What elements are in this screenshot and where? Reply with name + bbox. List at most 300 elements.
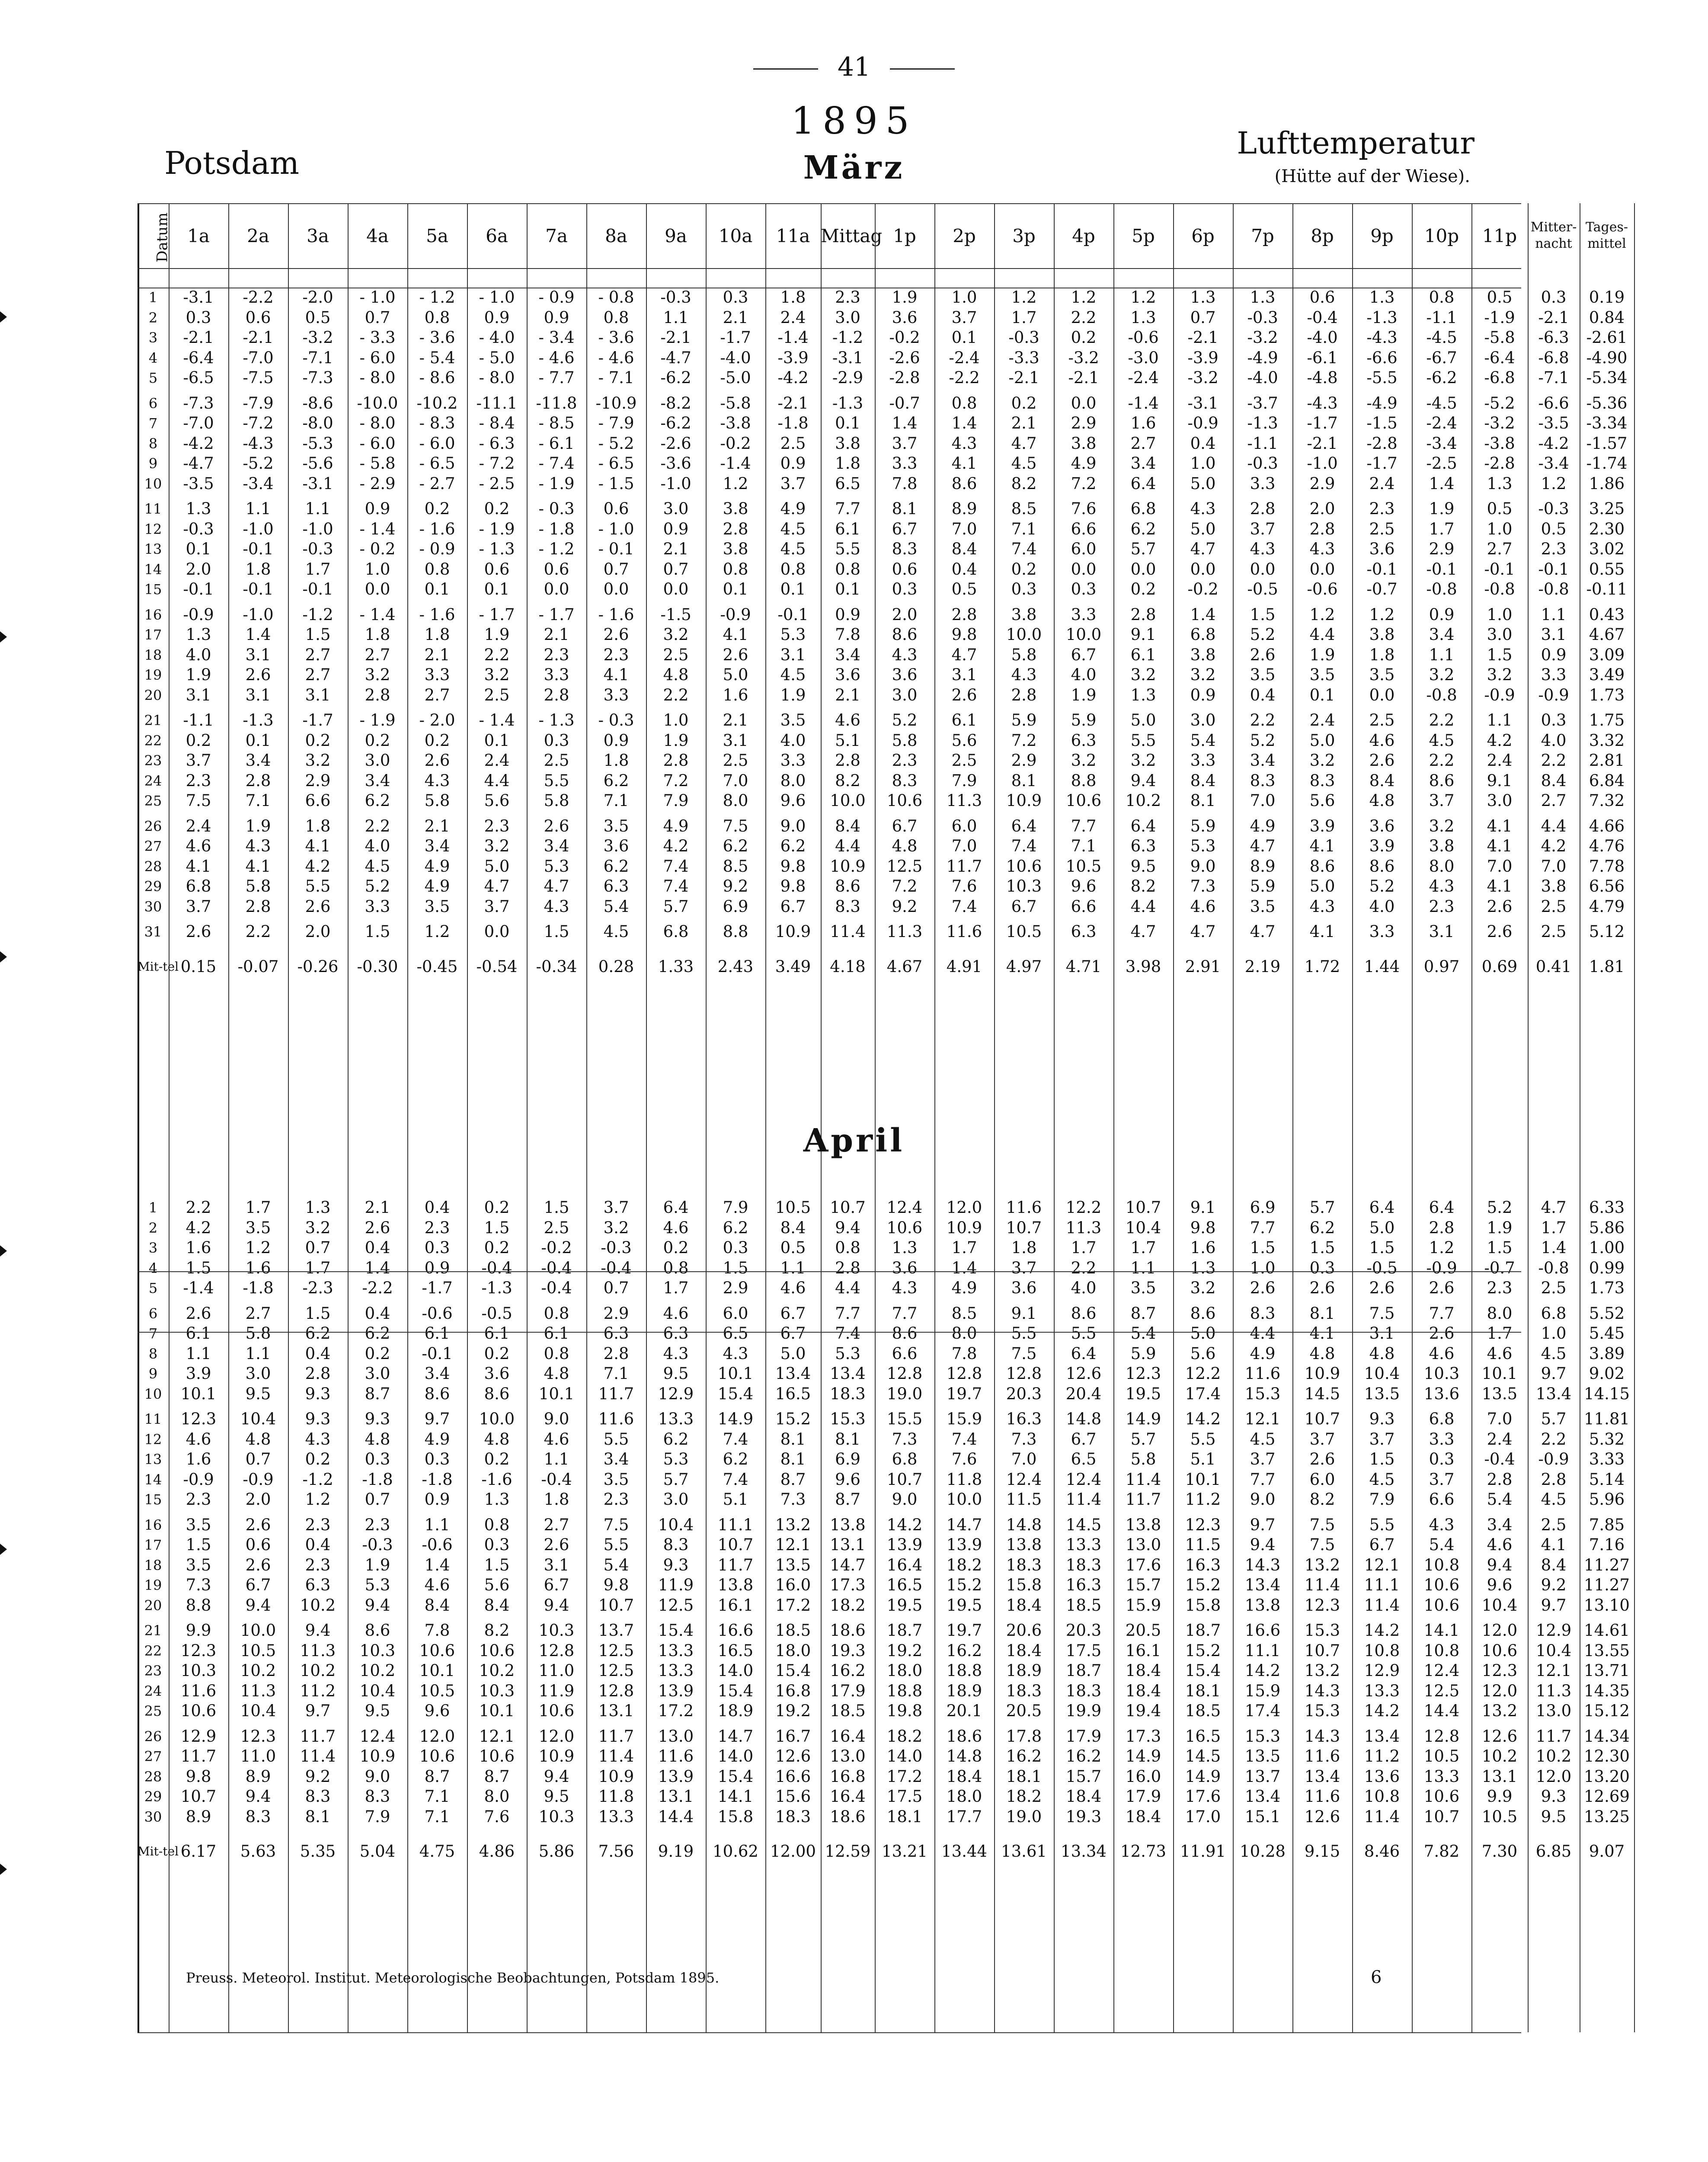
temperature-cell: -3.3 <box>1008 348 1040 367</box>
temperature-cell: 15.4 <box>717 1681 754 1700</box>
temperature-cell: 0.0 <box>663 580 689 598</box>
temperature-cell: 7.9 <box>951 771 977 790</box>
temperature-cell: 11.1 <box>1364 1576 1400 1594</box>
temperature-cell: 17.2 <box>775 1596 811 1615</box>
temperature-cell: -0.4 <box>601 1258 632 1277</box>
temperature-cell: 3.1 <box>544 1555 569 1574</box>
temperature-cell: 4.6 <box>663 1304 689 1323</box>
row-spacer <box>138 1510 1634 1515</box>
table-row <box>138 413 1634 434</box>
temperature-cell: 11.1 <box>717 1515 754 1534</box>
temperature-cell: 14.7 <box>946 1515 982 1534</box>
temperature-cell: 3.7 <box>892 434 918 453</box>
temperature-cell: 14.7 <box>830 1555 866 1574</box>
temperature-cell: 1.9 <box>663 731 689 750</box>
temperature-cell: 10.3 <box>180 1661 217 1680</box>
temperature-cell: 4.7 <box>1250 837 1276 855</box>
temperature-cell: 16.8 <box>775 1681 811 1700</box>
grid-line <box>1292 203 1293 2032</box>
temperature-cell: 18.3 <box>1065 1555 1102 1574</box>
temperature-cell: -1.8 <box>777 414 809 432</box>
temperature-cell: 7.1 <box>424 1787 450 1806</box>
temperature-cell: 14.3 <box>1304 1727 1340 1746</box>
temperature-cell: 8.0 <box>723 791 748 810</box>
temperature-cell: 0.2 <box>1130 580 1156 598</box>
temperature-cell: 10.0 <box>830 791 866 810</box>
temperature-cell: 2.6 <box>1309 1450 1335 1468</box>
temperature-cell: 2.2 <box>1250 711 1276 729</box>
temperature-cell: 2.9 <box>1309 474 1335 493</box>
table-row <box>138 1596 1634 1616</box>
temperature-cell: 6.2 <box>780 837 806 855</box>
temperature-cell: 8.4 <box>780 1218 806 1237</box>
temperature-cell: -3.9 <box>1187 348 1219 367</box>
temperature-cell: 12.9 <box>1535 1621 1572 1640</box>
temperature-cell: 3.7 <box>951 308 977 327</box>
temperature-cell: 1.7 <box>305 1258 331 1277</box>
temperature-cell: - 1.6 <box>419 519 455 538</box>
temperature-cell: 1.3 <box>1190 288 1216 307</box>
temperature-cell: 4.7 <box>1541 1198 1567 1217</box>
temperature-cell: 11.9 <box>658 1576 694 1594</box>
temperature-cell: 4.6 <box>780 1279 806 1297</box>
temperature-cell: 17.9 <box>830 1681 866 1700</box>
temperature-cell: 5.3 <box>544 857 569 876</box>
temperature-cell: 13.1 <box>598 1701 634 1720</box>
temperature-cell: 20.4 <box>1065 1384 1102 1403</box>
temperature-cell: 5.5 <box>1190 1430 1216 1449</box>
publication-footer: Preuss. Meteorol. Institut. Meteorologische Beobachtungen, Potsdam 1895. <box>186 1970 720 1986</box>
mean-cell: 4.67 <box>886 957 923 976</box>
mean-cell: 6.85 <box>1535 1842 1572 1861</box>
header-hour: 1a <box>187 225 210 246</box>
table-row <box>138 1449 1634 1470</box>
temperature-cell: 3.4 <box>1130 454 1156 473</box>
temperature-cell: 2.6 <box>1429 1324 1455 1343</box>
temperature-cell: 3.8 <box>1011 605 1037 624</box>
temperature-cell: 9.1 <box>1130 625 1156 644</box>
temperature-cell: 12.0 <box>1481 1621 1518 1640</box>
temperature-cell: 19.2 <box>886 1641 923 1660</box>
temperature-cell: 10.6 <box>1423 1576 1460 1594</box>
temperature-cell: -1.2 <box>302 1470 333 1489</box>
temperature-cell: 2.3 <box>305 1515 331 1534</box>
temperature-cell: 14.4 <box>1423 1701 1460 1720</box>
temperature-cell: -0.6 <box>422 1535 453 1554</box>
temperature-cell: - 1.0 <box>598 519 634 538</box>
header-hour: Mittag <box>821 225 883 246</box>
temperature-cell: 0.7 <box>603 560 629 579</box>
temperature-cell: -4.0 <box>1247 368 1278 387</box>
temperature-cell: 4.1 <box>1309 922 1335 941</box>
temperature-cell: 5.7 <box>1541 1410 1567 1428</box>
temperature-cell: -7.1 <box>1538 368 1569 387</box>
grid-line <box>1233 203 1234 2032</box>
temperature-cell: -0.9 <box>1426 1258 1457 1277</box>
temperature-cell: 14.5 <box>1185 1747 1221 1765</box>
temperature-cell: 7.0 <box>1487 857 1513 876</box>
temperature-cell: 0.2 <box>663 1238 689 1257</box>
temperature-cell: 5.2 <box>365 877 390 896</box>
temperature-cell: 10.9 <box>1304 1364 1340 1383</box>
daily-mean-cell: 5.52 <box>1589 1304 1625 1323</box>
temperature-cell: 11.7 <box>946 857 982 876</box>
temperature-cell: 4.3 <box>892 1279 918 1297</box>
temperature-cell: -3.2 <box>1247 328 1278 347</box>
temperature-cell: 0.9 <box>1190 685 1216 704</box>
temperature-cell: 19.5 <box>886 1596 923 1615</box>
temperature-cell: 1.9 <box>892 288 918 307</box>
temperature-cell: 4.6 <box>186 837 211 855</box>
temperature-cell: 17.4 <box>1185 1384 1221 1403</box>
temperature-cell: 11.3 <box>886 922 923 941</box>
temperature-cell: 8.4 <box>1369 771 1395 790</box>
table-row <box>138 454 1634 474</box>
temperature-cell: 10.6 <box>419 1641 455 1660</box>
table-row <box>138 474 1634 494</box>
temperature-cell: 0.7 <box>1190 308 1216 327</box>
mean-cell: -0.45 <box>416 957 458 976</box>
temperature-cell: 3.8 <box>835 434 860 453</box>
table-row <box>138 685 1634 706</box>
temperature-cell: 5.0 <box>1190 519 1216 538</box>
temperature-cell: -1.5 <box>1366 414 1398 432</box>
temperature-cell: 7.8 <box>951 1344 977 1363</box>
temperature-cell: 8.6 <box>1071 1304 1097 1323</box>
table-subtitle: (Hütte auf der Wiese). <box>1274 166 1470 186</box>
month-heading-maerz: März <box>803 149 905 186</box>
temperature-cell: 13.8 <box>717 1576 754 1594</box>
row-spacer <box>138 1404 1634 1409</box>
temperature-cell: 1.4 <box>365 1258 390 1277</box>
temperature-cell: 1.6 <box>723 685 748 704</box>
temperature-cell: - 1.4 <box>479 711 515 729</box>
temperature-cell: 1.3 <box>305 1198 331 1217</box>
temperature-cell: 13.8 <box>1125 1515 1161 1534</box>
temperature-cell: 3.6 <box>484 1364 510 1383</box>
day-cell: 8 <box>148 1345 158 1362</box>
temperature-cell: -0.1 <box>243 540 274 558</box>
temperature-cell: 3.0 <box>245 1364 271 1383</box>
temperature-cell: -1.4 <box>720 454 751 473</box>
temperature-cell: 5.8 <box>1011 645 1037 664</box>
day-cell: 16 <box>144 1516 162 1533</box>
grid-line <box>527 203 528 2032</box>
temperature-cell: -0.3 <box>1247 308 1278 327</box>
temperature-cell: 3.9 <box>1309 816 1335 835</box>
temperature-cell: 6.3 <box>1071 731 1097 750</box>
page-number: 41 <box>0 52 1708 82</box>
temperature-cell: - 7.4 <box>538 454 575 473</box>
temperature-cell: 3.8 <box>1071 434 1097 453</box>
temperature-cell: 0.6 <box>1309 288 1335 307</box>
temperature-cell: 8.7 <box>780 1470 806 1489</box>
grid-line <box>821 203 822 2032</box>
mean-cell: -0.07 <box>237 957 279 976</box>
temperature-cell: -6.2 <box>1426 368 1457 387</box>
day-cell: 16 <box>144 606 162 623</box>
temperature-cell: 14.4 <box>658 1807 694 1826</box>
temperature-cell: -2.6 <box>660 434 691 453</box>
day-cell: 24 <box>144 772 162 789</box>
temperature-cell: 1.1 <box>544 1450 569 1468</box>
temperature-cell: 1.8 <box>1011 1238 1037 1257</box>
daily-mean-cell: 5.32 <box>1589 1430 1625 1449</box>
temperature-cell: 7.3 <box>892 1430 918 1449</box>
temperature-cell: 5.3 <box>365 1576 390 1594</box>
temperature-cell: 14.9 <box>1125 1747 1161 1765</box>
temperature-cell: 3.3 <box>544 665 569 684</box>
temperature-cell: 0.5 <box>1487 288 1513 307</box>
temperature-cell: 8.3 <box>245 1807 271 1826</box>
temperature-cell: 7.4 <box>663 857 689 876</box>
temperature-cell: 12.0 <box>419 1727 455 1746</box>
temperature-cell: 7.1 <box>1011 519 1037 538</box>
table-row <box>138 579 1634 600</box>
temperature-cell: 10.9 <box>775 922 811 941</box>
temperature-cell: 3.5 <box>780 711 806 729</box>
temperature-cell: -0.6 <box>1307 580 1338 598</box>
temperature-cell: 5.1 <box>835 731 860 750</box>
temperature-cell: 4.5 <box>365 857 390 876</box>
temperature-cell: 2.8 <box>951 605 977 624</box>
temperature-cell: 10.7 <box>1125 1198 1161 1217</box>
day-cell: 15 <box>144 581 162 598</box>
temperature-cell: 7.0 <box>1011 1450 1037 1468</box>
temperature-cell: 9.1 <box>1011 1304 1037 1323</box>
temperature-cell: 11.3 <box>1065 1218 1102 1237</box>
temperature-cell: 4.6 <box>663 1218 689 1237</box>
temperature-cell: 17.3 <box>1125 1727 1161 1746</box>
temperature-cell: 12.9 <box>1364 1661 1400 1680</box>
temperature-cell: -7.3 <box>302 368 333 387</box>
temperature-cell: 2.7 <box>544 1515 569 1534</box>
header-hour: 2a <box>247 225 269 246</box>
header-hour: 4p <box>1072 225 1095 246</box>
temperature-cell: 18.0 <box>775 1641 811 1660</box>
temperature-cell: 2.3 <box>1369 499 1395 518</box>
temperature-cell: -8.6 <box>302 393 333 413</box>
temperature-cell: - 7.9 <box>598 414 634 432</box>
temperature-cell: -0.3 <box>362 1535 393 1554</box>
daily-mean-cell: 13.71 <box>1584 1661 1630 1680</box>
temperature-cell: 1.1 <box>1487 711 1513 729</box>
temperature-cell: -0.9 <box>1187 414 1219 432</box>
table-row <box>138 665 1634 685</box>
temperature-cell: 10.2 <box>1481 1747 1518 1765</box>
temperature-cell: -0.9 <box>183 1470 214 1489</box>
temperature-cell: 11.9 <box>538 1681 575 1700</box>
temperature-cell: 14.3 <box>1244 1555 1281 1574</box>
temperature-cell: 1.9 <box>484 625 510 644</box>
temperature-cell: 17.2 <box>886 1767 923 1786</box>
temperature-cell: 6.7 <box>780 1304 806 1323</box>
temperature-cell: 6.5 <box>835 474 860 493</box>
mean-cell: 13.34 <box>1061 1842 1107 1861</box>
temperature-cell: 3.4 <box>424 837 450 855</box>
temperature-cell: 4.8 <box>1369 791 1395 810</box>
temperature-cell: 11.6 <box>1304 1787 1340 1806</box>
temperature-cell: - 2.5 <box>479 474 515 493</box>
temperature-cell: 11.2 <box>300 1681 336 1700</box>
temperature-cell: -1.7 <box>302 711 333 729</box>
temperature-cell: 12.1 <box>479 1727 515 1746</box>
temperature-cell: 6.3 <box>663 1324 689 1343</box>
temperature-cell: 1.9 <box>1487 1218 1513 1237</box>
temperature-cell: 0.3 <box>544 731 569 750</box>
temperature-cell: 4.8 <box>1369 1344 1395 1363</box>
temperature-cell: 3.7 <box>484 897 510 916</box>
temperature-cell: 13.4 <box>1535 1384 1572 1403</box>
temperature-cell: 8.0 <box>780 771 806 790</box>
daily-mean-cell: 14.34 <box>1584 1727 1630 1746</box>
temperature-cell: 11.7 <box>598 1384 634 1403</box>
day-cell: 5 <box>148 1280 158 1296</box>
temperature-cell: -0.8 <box>1484 580 1515 598</box>
temperature-cell: 10.0 <box>946 1490 982 1509</box>
table-row <box>138 1555 1634 1576</box>
temperature-cell: 3.2 <box>603 1218 629 1237</box>
temperature-cell: 8.6 <box>484 1384 510 1403</box>
temperature-cell: -0.1 <box>183 580 214 598</box>
temperature-cell: 9.5 <box>663 1364 689 1383</box>
table-row <box>138 1198 1634 1218</box>
temperature-cell: 17.9 <box>1065 1727 1102 1746</box>
temperature-cell: 2.5 <box>544 751 569 770</box>
daily-mean-cell: 6.33 <box>1589 1198 1625 1217</box>
temperature-cell: 13.5 <box>1244 1747 1281 1765</box>
temperature-cell: 2.2 <box>1429 751 1455 770</box>
temperature-cell: 2.3 <box>1429 897 1455 916</box>
temperature-cell: -0.6 <box>422 1304 453 1323</box>
temperature-cell: 8.8 <box>186 1596 211 1615</box>
temperature-cell: -2.1 <box>1307 434 1338 453</box>
temperature-cell: 2.3 <box>603 1490 629 1509</box>
temperature-cell: -0.4 <box>1307 308 1338 327</box>
table-row <box>138 368 1634 388</box>
temperature-cell: 15.4 <box>775 1661 811 1680</box>
temperature-cell: 1.2 <box>1011 288 1037 307</box>
day-cell: 20 <box>144 1597 162 1614</box>
temperature-cell: 1.0 <box>1487 519 1513 538</box>
temperature-cell: 10.6 <box>1481 1641 1518 1660</box>
grid-line <box>467 203 468 2032</box>
temperature-cell: 7.7 <box>1071 816 1097 835</box>
temperature-cell: 9.0 <box>1250 1490 1276 1509</box>
temperature-cell: 4.8 <box>544 1364 569 1383</box>
temperature-cell: 4.6 <box>186 1430 211 1449</box>
temperature-cell: 5.8 <box>544 791 569 810</box>
temperature-cell: 0.8 <box>544 1304 569 1323</box>
temperature-cell: 11.7 <box>1535 1727 1572 1746</box>
temperature-cell: 6.2 <box>1309 1218 1335 1237</box>
temperature-cell: 9.4 <box>1487 1555 1513 1574</box>
temperature-cell: -0.9 <box>243 1470 274 1489</box>
daily-mean-cell: 3.89 <box>1589 1344 1625 1363</box>
temperature-cell: 2.8 <box>663 751 689 770</box>
temperature-cell: 8.3 <box>892 771 918 790</box>
table-row <box>138 1218 1634 1238</box>
temperature-cell: - 8.4 <box>479 414 515 432</box>
temperature-cell: 15.3 <box>830 1410 866 1428</box>
temperature-cell: 5.6 <box>484 1576 510 1594</box>
temperature-cell: 16.3 <box>1006 1410 1042 1428</box>
temperature-cell: 12.3 <box>240 1727 276 1746</box>
daily-mean-cell: 13.55 <box>1584 1641 1630 1660</box>
temperature-cell: 0.3 <box>424 1450 450 1468</box>
temperature-cell: 4.3 <box>1190 499 1216 518</box>
temperature-cell: 2.7 <box>365 645 390 664</box>
table-row <box>138 1621 1634 1641</box>
grid-line <box>288 203 289 2032</box>
temperature-cell: 11.1 <box>1244 1641 1281 1660</box>
temperature-cell: -3.1 <box>302 474 333 493</box>
temperature-cell: 2.6 <box>1429 1279 1455 1297</box>
temperature-cell: 4.6 <box>1487 1344 1513 1363</box>
temperature-cell: 10.1 <box>717 1364 754 1383</box>
temperature-cell: 6.0 <box>1071 540 1097 558</box>
header-hour: 7a <box>545 225 568 246</box>
temperature-cell: 7.2 <box>892 877 918 896</box>
temperature-cell: 5.6 <box>1309 791 1335 810</box>
temperature-cell: 1.8 <box>1369 645 1395 664</box>
temperature-cell: 4.1 <box>1541 1535 1567 1554</box>
temperature-cell: 4.3 <box>892 645 918 664</box>
day-cell: 6 <box>148 395 158 412</box>
temperature-cell: 2.6 <box>424 751 450 770</box>
temperature-cell: 3.9 <box>186 1364 211 1383</box>
temperature-cell: 0.2 <box>1011 560 1037 579</box>
temperature-cell: 0.7 <box>365 308 390 327</box>
temperature-cell: 9.4 <box>544 1767 569 1786</box>
temperature-cell: 6.8 <box>1541 1304 1567 1323</box>
temperature-cell: - 1.0 <box>479 288 515 307</box>
table-row <box>138 1727 1634 1747</box>
temperature-cell: 1.6 <box>1190 1238 1216 1257</box>
temperature-cell: 7.6 <box>484 1807 510 1826</box>
mean-cell: 13.44 <box>941 1842 987 1861</box>
temperature-cell: - 6.0 <box>359 348 396 367</box>
temperature-cell: -3.8 <box>720 414 751 432</box>
temperature-cell: 3.2 <box>1309 751 1335 770</box>
temperature-cell: 2.5 <box>1541 1279 1567 1297</box>
day-cell: 10 <box>144 475 162 492</box>
row-spacer <box>138 705 1634 710</box>
temperature-cell: - 6.0 <box>359 434 396 453</box>
daily-mean-cell: 13.25 <box>1584 1807 1630 1826</box>
temperature-cell: 6.6 <box>1071 897 1097 916</box>
temperature-cell: -6.2 <box>660 414 691 432</box>
temperature-cell: 3.7 <box>186 897 211 916</box>
temperature-cell: 6.3 <box>1071 922 1097 941</box>
temperature-cell: 5.5 <box>1011 1324 1037 1343</box>
temperature-cell: 0.8 <box>663 1258 689 1277</box>
temperature-cell: 4.9 <box>1071 454 1097 473</box>
temperature-cell: 4.8 <box>1309 1344 1335 1363</box>
temperature-cell: 2.7 <box>305 645 331 664</box>
temperature-cell: 13.3 <box>658 1661 694 1680</box>
temperature-cell: 1.9 <box>1429 499 1455 518</box>
day-cell: 18 <box>144 1557 162 1574</box>
temperature-cell: 10.2 <box>300 1596 336 1615</box>
temperature-cell: 10.7 <box>1006 1218 1042 1237</box>
temperature-cell: 3.9 <box>1369 837 1395 855</box>
temperature-cell: 1.2 <box>1541 474 1567 493</box>
temperature-cell: -3.1 <box>832 348 864 367</box>
temperature-cell: 3.1 <box>723 731 748 750</box>
temperature-cell: 15.5 <box>886 1410 923 1428</box>
daily-mean-cell: 3.32 <box>1589 731 1625 750</box>
